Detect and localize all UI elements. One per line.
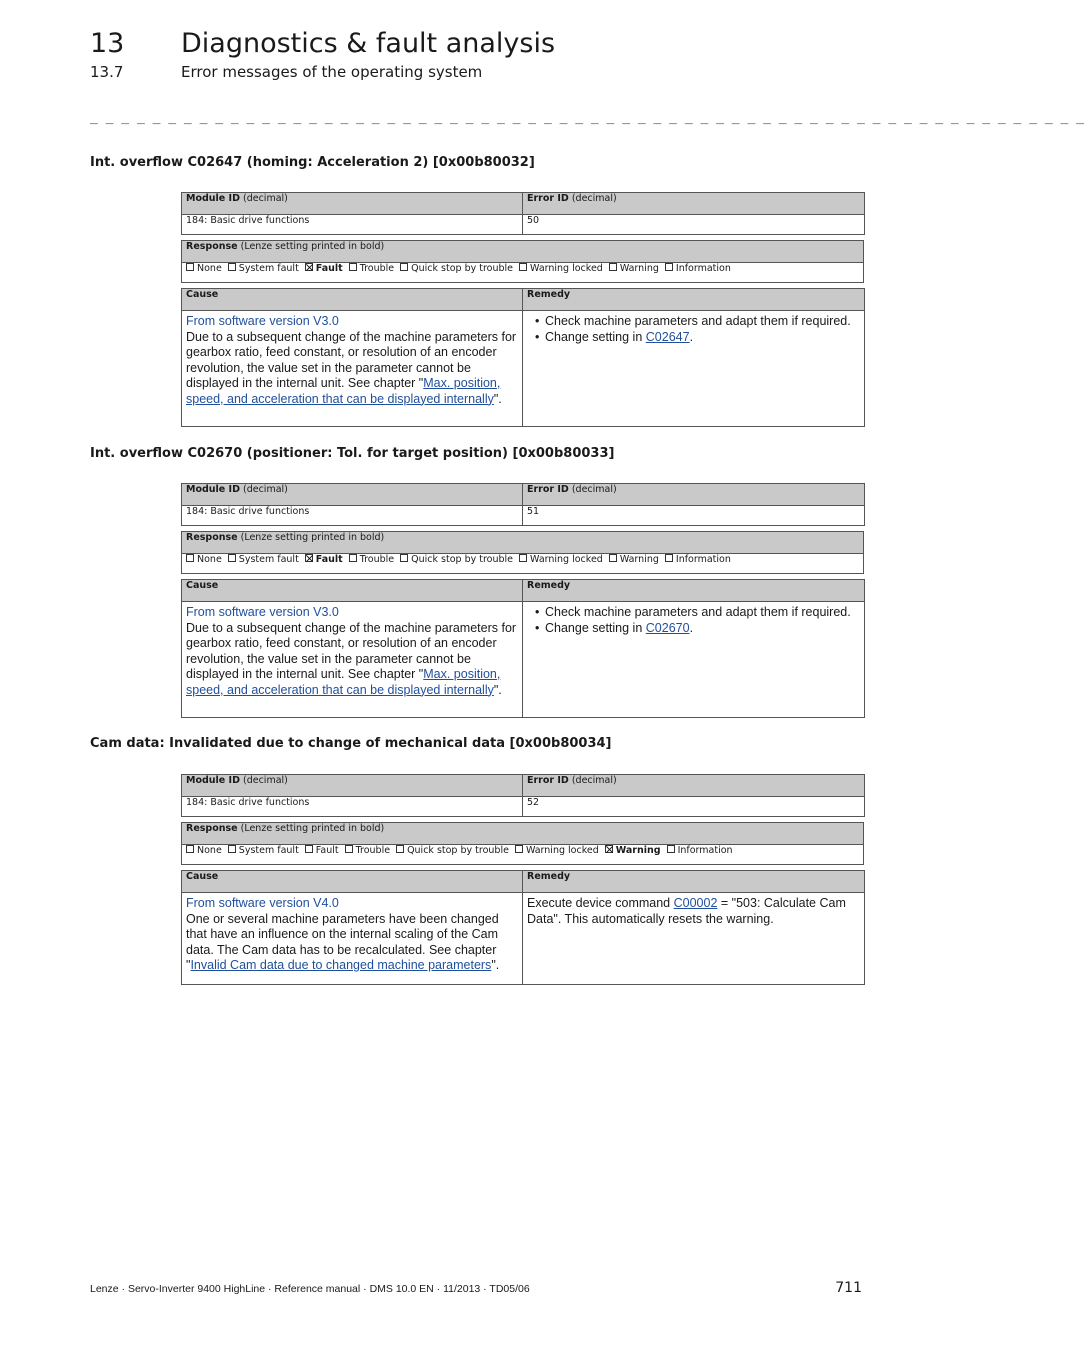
response-option-label: Trouble — [359, 263, 395, 274]
id-table — [181, 192, 865, 235]
footer-text: Lenze · Servo-Inverter 9400 HighLine · Reference manual · DMS 10.0 EN · 11/2013 · TD05/06 — [90, 1283, 530, 1295]
response-option — [228, 554, 299, 565]
chapter-link[interactable]: Max. position, speed, and acceleration that can be displayed internally — [186, 667, 501, 697]
response-header: Response (Lenze setting printed in bold) — [182, 241, 864, 263]
cause-remedy-table — [181, 288, 865, 427]
response-option-label: Fault — [315, 845, 339, 856]
response-option-label: Warning locked — [525, 845, 599, 856]
error-id-value: 50 — [523, 215, 865, 235]
unchecked-box-icon — [609, 263, 617, 271]
unchecked-box-icon — [519, 554, 527, 562]
response-option-label: Fault — [315, 263, 343, 274]
response-option — [400, 554, 513, 565]
remedy-header: Remedy — [523, 289, 865, 311]
error-heading: Int. overflow C02647 (homing: Acceleration 2) [0x00b80032] — [90, 155, 535, 170]
cause-text: One or several machine parameters have been changed that have an influence on the internal scaling of the Cam data. The Cam data has to be recalculated. See chapter " — [186, 911, 499, 972]
error-heading: Cam data: Invalidated due to change of mechanical data [0x00b80034] — [90, 736, 612, 751]
software-version: From software version V4.0 — [186, 896, 339, 910]
response-option — [519, 263, 603, 274]
software-version: From software version V3.0 — [186, 314, 339, 328]
response-option-label: None — [197, 263, 222, 274]
unchecked-box-icon — [186, 554, 194, 562]
response-option — [228, 845, 299, 856]
remedy-item: • Check machine parameters and adapt them if required. — [527, 605, 860, 621]
response-option — [609, 554, 659, 565]
error-id-header: Error ID (decimal) — [523, 775, 865, 797]
unchecked-box-icon — [667, 845, 675, 853]
cause-text: Due to a subsequent change of the machine parameters for gearbox ratio, feed constant, or resolution of an encoder revolution, the value set in the parameter cannot be displayed in the internal unit. See chapter " — [186, 620, 517, 681]
unchecked-box-icon — [186, 263, 194, 271]
module-id-value: 184: Basic drive functions — [182, 797, 523, 817]
module-id-header: Module ID (decimal) — [182, 484, 523, 506]
chapter-title: Diagnostics & fault analysis — [181, 28, 556, 59]
remedy-item: • Change setting in C02647. — [527, 330, 860, 346]
remedy-item: • Change setting in C02670. — [527, 621, 860, 637]
parameter-link[interactable]: C00002 — [673, 896, 718, 910]
error-block — [181, 483, 864, 718]
response-option — [345, 845, 390, 856]
unchecked-box-icon — [228, 554, 236, 562]
unchecked-box-icon — [186, 845, 194, 853]
response-option-label: Warning locked — [530, 554, 603, 565]
response-option-label: Quick stop by trouble — [407, 845, 509, 856]
cause-remedy-table — [181, 870, 865, 985]
module-id-header: Module ID (decimal) — [182, 193, 523, 215]
response-options — [182, 554, 864, 574]
response-option — [400, 263, 513, 274]
parameter-link[interactable]: C02670 — [645, 620, 690, 635]
unchecked-box-icon — [228, 845, 236, 853]
remedy-header: Remedy — [523, 580, 865, 602]
parameter-link[interactable]: C02647 — [645, 329, 690, 344]
response-option-label: Warning — [615, 845, 661, 856]
unchecked-box-icon — [396, 845, 404, 853]
response-option — [396, 845, 509, 856]
unchecked-box-icon — [665, 554, 673, 562]
response-option-label: Information — [677, 845, 733, 856]
response-option-label: Information — [675, 263, 731, 274]
checked-box-icon — [305, 263, 313, 271]
response-option — [305, 554, 343, 565]
response-option-label: System fault — [238, 554, 299, 565]
checked-box-icon — [305, 554, 313, 562]
response-option-label: Warning locked — [530, 263, 603, 274]
response-option — [519, 554, 603, 565]
software-version: From software version V3.0 — [186, 605, 339, 619]
response-option — [665, 263, 731, 274]
response-option-label: Trouble — [359, 554, 395, 565]
response-option — [349, 554, 394, 565]
remedy-cell — [523, 602, 865, 718]
cause-header: Cause — [182, 871, 523, 893]
cause-end: ". — [491, 958, 500, 972]
response-option — [609, 263, 659, 274]
cause-cell — [182, 602, 523, 718]
error-id-value: 51 — [523, 506, 865, 526]
response-options — [182, 263, 864, 283]
unchecked-box-icon — [515, 845, 523, 853]
section-title: Error messages of the operating system — [181, 63, 483, 81]
response-option — [186, 263, 222, 274]
remedy-text: Execute device command — [527, 896, 674, 910]
response-option — [515, 845, 599, 856]
unchecked-box-icon — [609, 554, 617, 562]
cause-text: Due to a subsequent change of the machine parameters for gearbox ratio, feed constant, or resolution of an encoder revolution, the value set in the parameter cannot be displayed in the internal unit. See chapter " — [186, 329, 517, 390]
cause-end: ". — [493, 391, 502, 406]
error-id-header: Error ID (decimal) — [523, 193, 865, 215]
unchecked-box-icon — [400, 263, 408, 271]
unchecked-box-icon — [228, 263, 236, 271]
response-option-label: System fault — [238, 845, 299, 856]
error-block — [181, 774, 864, 985]
section-number: 13.7 — [90, 63, 124, 81]
response-option — [605, 845, 661, 856]
response-table — [181, 531, 864, 574]
response-option — [186, 554, 222, 565]
response-table — [181, 822, 864, 865]
unchecked-box-icon — [349, 263, 357, 271]
chapter-link[interactable]: Invalid Cam data due to changed machine parameters — [190, 958, 492, 972]
error-block — [181, 192, 864, 427]
response-option — [228, 263, 299, 274]
response-option-label: None — [197, 554, 222, 565]
response-options — [182, 845, 864, 865]
page-number: 711 — [835, 1280, 862, 1296]
response-header: Response (Lenze setting printed in bold) — [182, 532, 864, 554]
unchecked-box-icon — [345, 845, 353, 853]
remedy-cell — [523, 893, 865, 985]
checked-box-icon — [605, 845, 613, 853]
response-option — [665, 554, 731, 565]
response-option-label: Fault — [315, 554, 343, 565]
cause-cell — [182, 893, 523, 985]
unchecked-box-icon — [400, 554, 408, 562]
remedy-item: • Check machine parameters and adapt them if required. — [527, 314, 860, 330]
response-option-label: None — [197, 845, 222, 856]
unchecked-box-icon — [349, 554, 357, 562]
cause-cell — [182, 311, 523, 427]
response-option — [349, 263, 394, 274]
module-id-value: 184: Basic drive functions — [182, 506, 523, 526]
response-option — [305, 263, 343, 274]
response-option-label: Quick stop by trouble — [411, 263, 514, 274]
response-option-label: Warning — [619, 554, 659, 565]
unchecked-box-icon — [305, 845, 313, 853]
remedy-text-end: = "503: Calculate Cam Data". This automatically resets the warning. — [527, 896, 846, 926]
response-option-label: System fault — [238, 263, 299, 274]
response-option — [186, 845, 222, 856]
response-option-label: Trouble — [355, 845, 391, 856]
cause-end: ". — [493, 682, 502, 697]
chapter-link[interactable]: Max. position, speed, and acceleration that can be displayed internally — [186, 376, 501, 406]
response-option — [305, 845, 339, 856]
response-header: Response (Lenze setting printed in bold) — [182, 823, 864, 845]
remedy-header: Remedy — [523, 871, 865, 893]
module-id-header: Module ID (decimal) — [182, 775, 523, 797]
error-id-header: Error ID (decimal) — [523, 484, 865, 506]
response-option-label: Information — [675, 554, 731, 565]
unchecked-box-icon — [665, 263, 673, 271]
error-id-value: 52 — [523, 797, 865, 817]
response-option — [667, 845, 733, 856]
response-table — [181, 240, 864, 283]
remedy-cell — [523, 311, 865, 427]
response-option-label: Warning — [619, 263, 659, 274]
cause-header: Cause — [182, 289, 523, 311]
id-table — [181, 483, 865, 526]
response-option-label: Quick stop by trouble — [411, 554, 514, 565]
unchecked-box-icon — [519, 263, 527, 271]
module-id-value: 184: Basic drive functions — [182, 215, 523, 235]
cause-header: Cause — [182, 580, 523, 602]
id-table — [181, 774, 865, 817]
cause-remedy-table — [181, 579, 865, 718]
error-heading: Int. overflow C02670 (positioner: Tol. for target position) [0x00b80033] — [90, 446, 615, 461]
header-separator: _ _ _ _ _ _ _ _ _ _ _ _ _ _ _ _ _ _ _ _ _ _ _ _ _ _ _ _ _ _ _ _ _ _ _ _ _ _ _ _ _ _ _ _ _ _ _ _ _ _ _ _ _ _ _ _ _ _ _ _ _ _ _ _ — [90, 110, 1084, 125]
chapter-number: 13 — [90, 28, 125, 59]
